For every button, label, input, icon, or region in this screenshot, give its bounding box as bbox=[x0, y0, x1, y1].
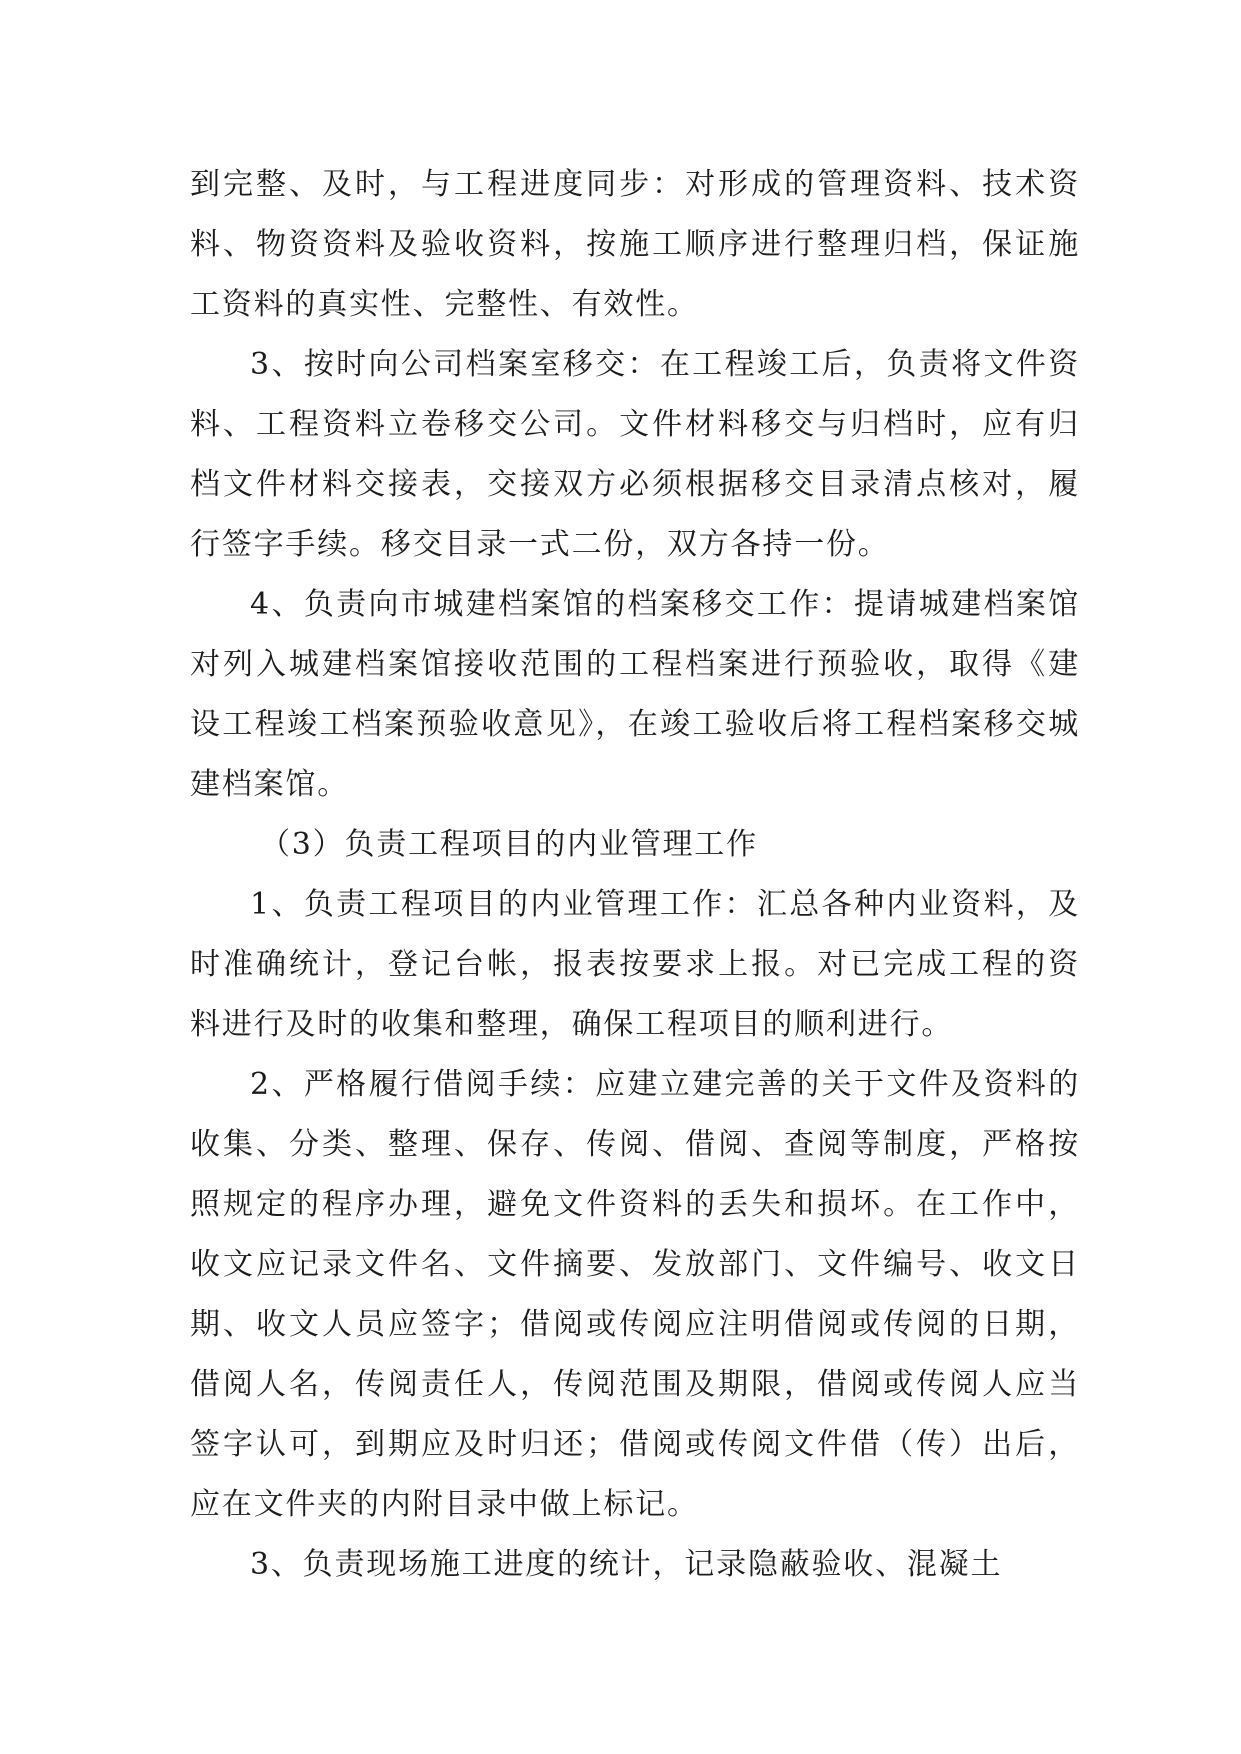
document-body bbox=[190, 155, 1080, 1595]
paragraph-continuation: 到完整、及时，与工程进度同步：对形成的管理资料、技术资料、物资资料及验收资料，按施工顺序进行整理归档，保证施工资料的真实性、完整性、有效性。 bbox=[190, 167, 1080, 322]
paragraph-item-borrowing-procedure: 2、严格履行借阅手续：应建立建完善的关于文件及资料的收集、分类、整理、保存、传阅、借阅、查阅等制度，严格按照规定的程序办理，避免文件资料的丢失和损坏。在工作中，收文应记录文件名、文件摘要、发放部门、文件编号、收文日期、收文人员应签字；借阅或传阅应注明借阅或传阅的日期，借阅人名，传阅责任人，传阅范围及期限，借阅或传阅人应当签字认可，到期应及时归还；借阅或传阅文件借（传）出后，应在文件夹的内附目录中做上标记。 bbox=[190, 1067, 1080, 1522]
section-heading: （3）负责工程项目的内业管理工作 bbox=[260, 827, 758, 862]
paragraph-item-city-archive: 4、负责向市城建档案馆的档案移交工作：提请城建档案馆对列入城建档案馆接收范围的工程档案进行预验收，取得《建设工程竣工档案预验收意见》，在竣工验收后将工程档案移交城建档案馆。 bbox=[190, 587, 1080, 802]
paragraph-item-internal-management: 1、负责工程项目的内业管理工作：汇总各种内业资料，及时准确统计，登记台帐，报表按要求上报。对已完成工程的资料进行及时的收集和整理，确保工程项目的顺利进行。 bbox=[190, 887, 1080, 1042]
paragraph-item-progress-statistics: 3、负责现场施工进度的统计，记录隐蔽验收、混凝土 bbox=[250, 1547, 1003, 1582]
paragraph-item-archive-transfer: 3、按时向公司档案室移交：在工程竣工后，负责将文件资料、工程资料立卷移交公司。文件材料移交与归档时，应有归档文件材料交接表，交接双方必须根据移交目录清点核对，履行签字手续。移交目录一式二份，双方各持一份。 bbox=[190, 347, 1080, 562]
